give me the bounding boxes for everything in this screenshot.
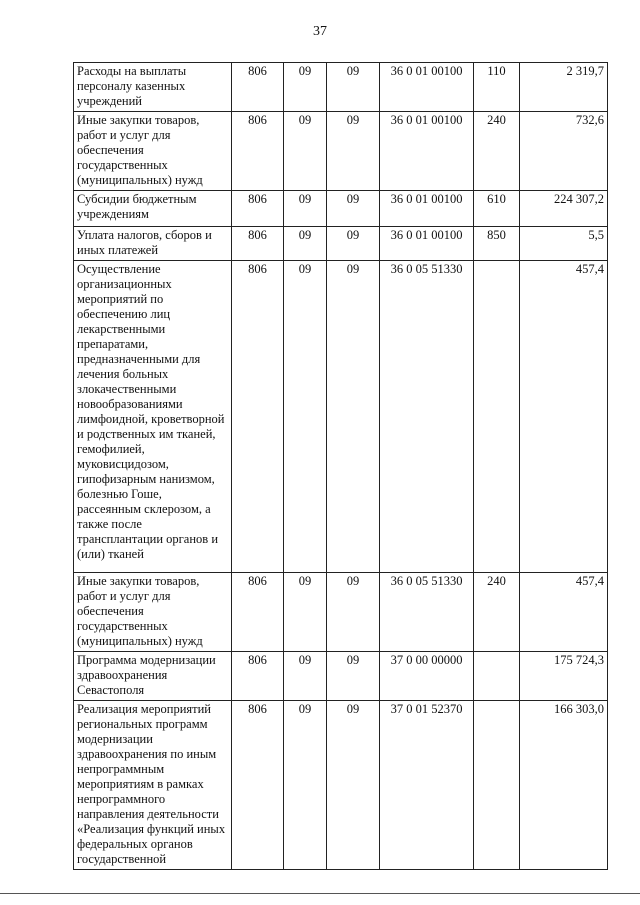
table-row (74, 573, 608, 652)
section-code-cell: 09 (284, 701, 327, 870)
subsection-code-cell: 09 (327, 227, 380, 261)
target-article-cell: 36 0 05 51330 (380, 573, 474, 652)
expense-kind-cell (474, 701, 520, 870)
row-name-cell: Реализация мероприятий региональных программ модернизации здравоохранения по иным непрограммным мероприятиям в рамках непрограммного направления деятельности «Реализация функций иных федеральных органов государственной (74, 701, 232, 870)
row-name-cell: Иные закупки товаров, работ и услуг для обеспечения государственных (муниципальных) нужд (74, 112, 232, 191)
ministry-code-cell: 806 (232, 573, 284, 652)
target-article-cell: 37 0 01 52370 (380, 701, 474, 870)
subsection-code-cell: 09 (327, 261, 380, 573)
expense-kind-cell (474, 652, 520, 701)
row-name-cell: Осуществление организационных мероприятий по обеспечению лиц лекарственными препаратами, предназначенными для лечения больных злокачественными новообразованиями лимфоидной, кроветворной и родственных им тканей, гемофилией, муковисцидозом, гипофизарным нанизмом, болезнью Гоше, рассеянным склерозом, а также после трансплантации органов и (или) тканей (74, 261, 232, 573)
expense-kind-cell: 610 (474, 191, 520, 227)
target-article-cell: 36 0 01 00100 (380, 63, 474, 112)
amount-cell: 175 724,3 (520, 652, 608, 701)
ministry-code-cell: 806 (232, 112, 284, 191)
row-name-cell: Уплата налогов, сборов и иных платежей (74, 227, 232, 261)
amount-cell: 2 319,7 (520, 63, 608, 112)
amount-cell: 732,6 (520, 112, 608, 191)
amount-cell: 5,5 (520, 227, 608, 261)
table-row (74, 63, 608, 112)
amount-cell: 166 303,0 (520, 701, 608, 870)
expense-kind-cell: 850 (474, 227, 520, 261)
subsection-code-cell: 09 (327, 652, 380, 701)
section-code-cell: 09 (284, 261, 327, 573)
row-name-cell: Субсидии бюджетным учреждениям (74, 191, 232, 227)
section-code-cell: 09 (284, 112, 327, 191)
row-name-cell: Расходы на выплаты персоналу казенных учреждений (74, 63, 232, 112)
section-code-cell: 09 (284, 63, 327, 112)
table-row (74, 112, 608, 191)
target-article-cell: 36 0 05 51330 (380, 261, 474, 573)
page-bottom-rule (0, 893, 640, 894)
subsection-code-cell: 09 (327, 112, 380, 191)
target-article-cell: 36 0 01 00100 (380, 191, 474, 227)
section-code-cell: 09 (284, 191, 327, 227)
table-row (74, 261, 608, 573)
ministry-code-cell: 806 (232, 227, 284, 261)
target-article-cell: 37 0 00 00000 (380, 652, 474, 701)
section-code-cell: 09 (284, 227, 327, 261)
target-article-cell: 36 0 01 00100 (380, 227, 474, 261)
table-row (74, 191, 608, 227)
row-name-cell: Иные закупки товаров, работ и услуг для обеспечения государственных (муниципальных) нужд (74, 573, 232, 652)
table-row (74, 652, 608, 701)
subsection-code-cell: 09 (327, 701, 380, 870)
row-name-cell: Программа модернизации здравоохранения Севастополя (74, 652, 232, 701)
amount-cell: 224 307,2 (520, 191, 608, 227)
ministry-code-cell: 806 (232, 261, 284, 573)
section-code-cell: 09 (284, 573, 327, 652)
subsection-code-cell: 09 (327, 191, 380, 227)
table-row (74, 227, 608, 261)
ministry-code-cell: 806 (232, 191, 284, 227)
amount-cell: 457,4 (520, 261, 608, 573)
page-number: 37 (313, 24, 327, 39)
expense-kind-cell (474, 261, 520, 573)
subsection-code-cell: 09 (327, 573, 380, 652)
section-code-cell: 09 (284, 652, 327, 701)
expense-kind-cell: 110 (474, 63, 520, 112)
ministry-code-cell: 806 (232, 63, 284, 112)
expense-kind-cell: 240 (474, 112, 520, 191)
amount-cell: 457,4 (520, 573, 608, 652)
budget-table (73, 62, 608, 870)
target-article-cell: 36 0 01 00100 (380, 112, 474, 191)
table-row (74, 701, 608, 870)
expense-kind-cell: 240 (474, 573, 520, 652)
subsection-code-cell: 09 (327, 63, 380, 112)
ministry-code-cell: 806 (232, 701, 284, 870)
ministry-code-cell: 806 (232, 652, 284, 701)
